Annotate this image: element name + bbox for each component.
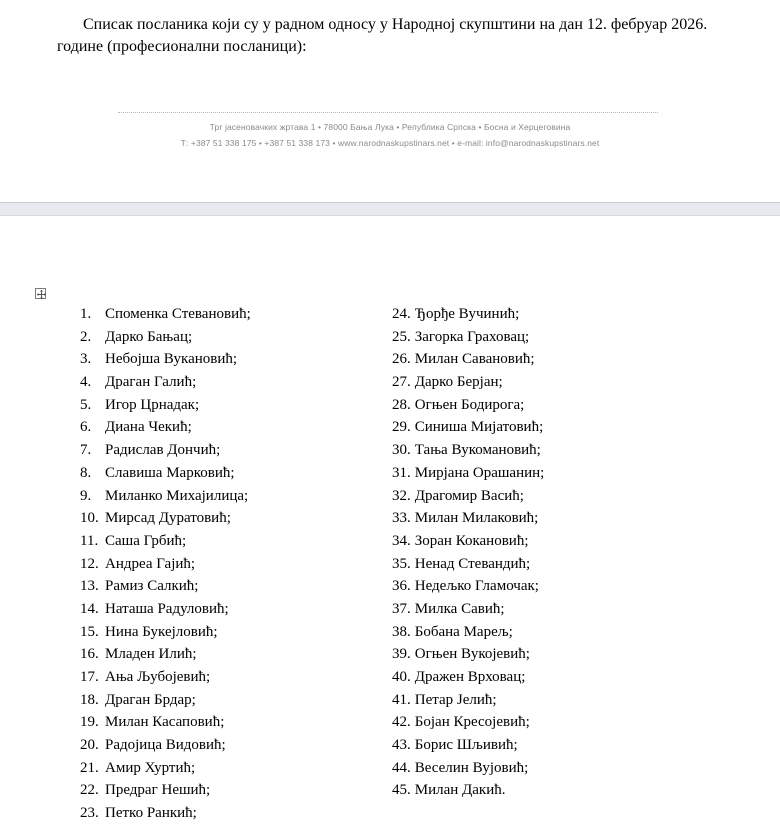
list-item-name: Небојша Вукановић; <box>105 351 238 368</box>
list-item-number: 39. <box>392 646 411 663</box>
list-item-name: Петко Ранкић; <box>105 805 197 822</box>
list-item-name: Рамиз Салкић; <box>105 578 199 595</box>
list-item <box>392 371 544 394</box>
list-item-name: Радислав Дончић; <box>105 442 221 459</box>
list-item-number: 29. <box>392 419 411 436</box>
list-item-number: 7. <box>80 442 92 459</box>
list-item <box>392 326 544 349</box>
document-page-1 <box>0 0 780 202</box>
list-item-number: 42. <box>392 714 411 731</box>
list-item-number: 3. <box>80 351 92 368</box>
list-item <box>80 779 251 802</box>
list-item <box>80 757 251 780</box>
list-item <box>392 507 544 530</box>
list-item-number: 45. <box>392 782 411 799</box>
list-item <box>80 689 251 712</box>
footer-address: Трг јасеновачких жртава 1 • 78000 Бања Лука • Република Српска • Босна и Херцеговина <box>209 122 571 132</box>
list-item <box>392 734 544 757</box>
list-item-name: Милан Касаповић; <box>105 714 225 731</box>
list-item <box>392 779 544 802</box>
list-item <box>392 643 544 666</box>
list-item-name: Огњен Вукојевић; <box>414 646 530 663</box>
list-item-name: Милан Милаковић; <box>414 510 539 527</box>
list-item-number: 8. <box>80 464 92 481</box>
list-item-name: Споменка Стевановић; <box>105 306 251 322</box>
list-item-number: 10. <box>80 510 99 527</box>
list-item <box>80 643 251 666</box>
list-item-name: Мирјана Орашанин; <box>414 464 545 481</box>
list-item <box>392 757 544 780</box>
list-item-number: 44. <box>392 759 411 776</box>
list-item-number: 9. <box>80 487 92 504</box>
list-item <box>392 621 544 644</box>
list-item-number: 43. <box>392 737 411 754</box>
list-item-number: 11. <box>80 532 99 549</box>
list-item-name: Зоран Кокановић; <box>414 532 529 549</box>
list-item-name: Мирсад Дуратовић; <box>105 510 231 527</box>
list-item-number: 18. <box>80 691 99 708</box>
list-item-number: 15. <box>80 623 99 640</box>
list-item-name: Драган Брдар; <box>105 691 196 708</box>
list-item-name: Милан Дакић. <box>414 782 506 799</box>
list-item <box>80 416 251 439</box>
list-item-name: Ненад Стевандић; <box>414 555 531 572</box>
table-move-handle-icon[interactable] <box>35 288 46 299</box>
list-item <box>392 666 544 689</box>
list-item-number: 30. <box>392 442 411 459</box>
list-item <box>392 575 544 598</box>
list-item-number: 28. <box>392 396 411 413</box>
list-item-number: 14. <box>80 600 99 617</box>
list-item-number: 37. <box>392 600 411 617</box>
list-item <box>80 371 251 394</box>
list-item-name: Амир Хуртић; <box>105 759 196 776</box>
footer-divider <box>118 112 658 113</box>
list-item-number: 17. <box>80 669 99 685</box>
list-item-number: 22. <box>80 782 99 799</box>
list-item-name: Борис Шљивић; <box>414 737 518 754</box>
list-item-number: 13. <box>80 578 99 595</box>
list-item-name: Наташа Радуловић; <box>105 600 229 617</box>
list-item-number: 4. <box>80 374 92 391</box>
list-item-name: Саша Грбић; <box>105 532 187 549</box>
list-item <box>80 439 251 462</box>
list-item-number: 40. <box>392 669 411 685</box>
list-item-name: Бобана Марељ; <box>414 623 513 640</box>
list-item-number: 24. <box>392 306 411 322</box>
list-item-number: 36. <box>392 578 411 595</box>
list-item-name: Предраг Нешић; <box>105 782 211 799</box>
list-item-number: 32. <box>392 487 411 504</box>
list-item <box>392 711 544 734</box>
list-item <box>80 530 251 553</box>
list-item-number: 19. <box>80 714 99 731</box>
list-item-name: Младен Илић; <box>105 646 197 663</box>
list-item-name: Андреа Гајић; <box>105 555 196 572</box>
list-item <box>80 507 251 530</box>
list-item <box>80 666 251 689</box>
list-item-number: 25. <box>392 328 411 345</box>
list-item-name: Драган Галић; <box>105 374 197 391</box>
list-item-name: Ања Љубојевић; <box>105 669 211 685</box>
list-item-number: 21. <box>80 759 99 776</box>
list-item-name: Славиша Марковић; <box>105 464 235 481</box>
list-item <box>80 598 251 621</box>
list-item-name: Ђорђе Вучинић; <box>414 306 520 322</box>
list-item <box>80 348 251 371</box>
list-item-name: Огњен Бодирога; <box>414 396 525 413</box>
list-item-number: 12. <box>80 555 99 572</box>
list-item-name: Драгомир Васић; <box>414 487 524 504</box>
list-item-number: 27. <box>392 374 411 391</box>
list-item-number: 6. <box>80 419 92 436</box>
list-item <box>392 689 544 712</box>
list-item <box>80 734 251 757</box>
list-item-number: 34. <box>392 532 411 549</box>
list-item-number: 16. <box>80 646 99 663</box>
list-item-name: Недељко Гламочак; <box>414 578 539 595</box>
list-item <box>392 530 544 553</box>
list-item-number: 23. <box>80 805 99 822</box>
list-item <box>80 485 251 508</box>
list-item <box>80 462 251 485</box>
list-item-name: Бојан Кресојевић; <box>414 714 530 731</box>
list-item <box>80 326 251 349</box>
list-item-number: 35. <box>392 555 411 572</box>
list-item-name: Дарко Бањац; <box>105 328 193 345</box>
list-item-name: Игор Црнадак; <box>105 396 200 413</box>
list-item <box>80 303 251 326</box>
list-item-name: Тања Вукомановић; <box>414 442 541 459</box>
deputies-list-left <box>80 303 251 825</box>
list-item <box>80 575 251 598</box>
list-item-number: 20. <box>80 737 99 754</box>
list-item <box>392 462 544 485</box>
list-item-number: 5. <box>80 396 92 413</box>
list-item-name: Милан Савановић; <box>414 351 535 368</box>
list-item <box>392 303 544 326</box>
list-item <box>80 394 251 417</box>
list-item-number: 41. <box>392 691 411 708</box>
list-item-number: 2. <box>80 328 92 345</box>
list-item-number: 33. <box>392 510 411 527</box>
list-item <box>392 439 544 462</box>
list-item-number: 26. <box>392 351 411 368</box>
intro-text: Списак посланика који су у радном односу у Народној скупштини на дан 12. фебруар 2026. године (професионални посланици): <box>57 16 708 55</box>
list-item-name: Загорка Граховац; <box>414 328 530 345</box>
list-item-name: Дарко Берјан; <box>414 374 503 391</box>
page-break-gap <box>0 202 780 216</box>
list-item-name: Миланко Михајилица; <box>105 487 249 504</box>
footer-contact: Т: +387 51 338 175 • +387 51 338 173 • www.narodnaskupstinars.net • e-mail: info@narodnaskupstinars.net <box>180 138 600 148</box>
list-item <box>392 553 544 576</box>
list-item-name: Диана Чекић; <box>105 419 192 436</box>
list-item <box>80 621 251 644</box>
list-item <box>392 416 544 439</box>
list-item <box>392 485 544 508</box>
list-item-number: 1. <box>80 306 92 322</box>
list-item <box>80 553 251 576</box>
list-item-number: 38. <box>392 623 411 640</box>
list-item-name: Веселин Вујовић; <box>414 759 529 776</box>
list-item <box>80 711 251 734</box>
list-item <box>80 802 251 825</box>
list-item <box>392 394 544 417</box>
list-item-name: Радојица Видовић; <box>105 737 226 754</box>
list-item <box>392 348 544 371</box>
list-item <box>392 598 544 621</box>
list-item-name: Милка Савић; <box>414 600 505 617</box>
deputies-list-right <box>392 303 544 802</box>
list-item-number: 31. <box>392 464 411 481</box>
list-item-name: Дражен Врховац; <box>414 669 526 685</box>
list-item-name: Синиша Мијатовић; <box>414 419 544 436</box>
intro-paragraph <box>57 14 737 58</box>
list-item-name: Нина Букејловић; <box>105 623 218 640</box>
list-item-name: Петар Јелић; <box>414 691 497 708</box>
